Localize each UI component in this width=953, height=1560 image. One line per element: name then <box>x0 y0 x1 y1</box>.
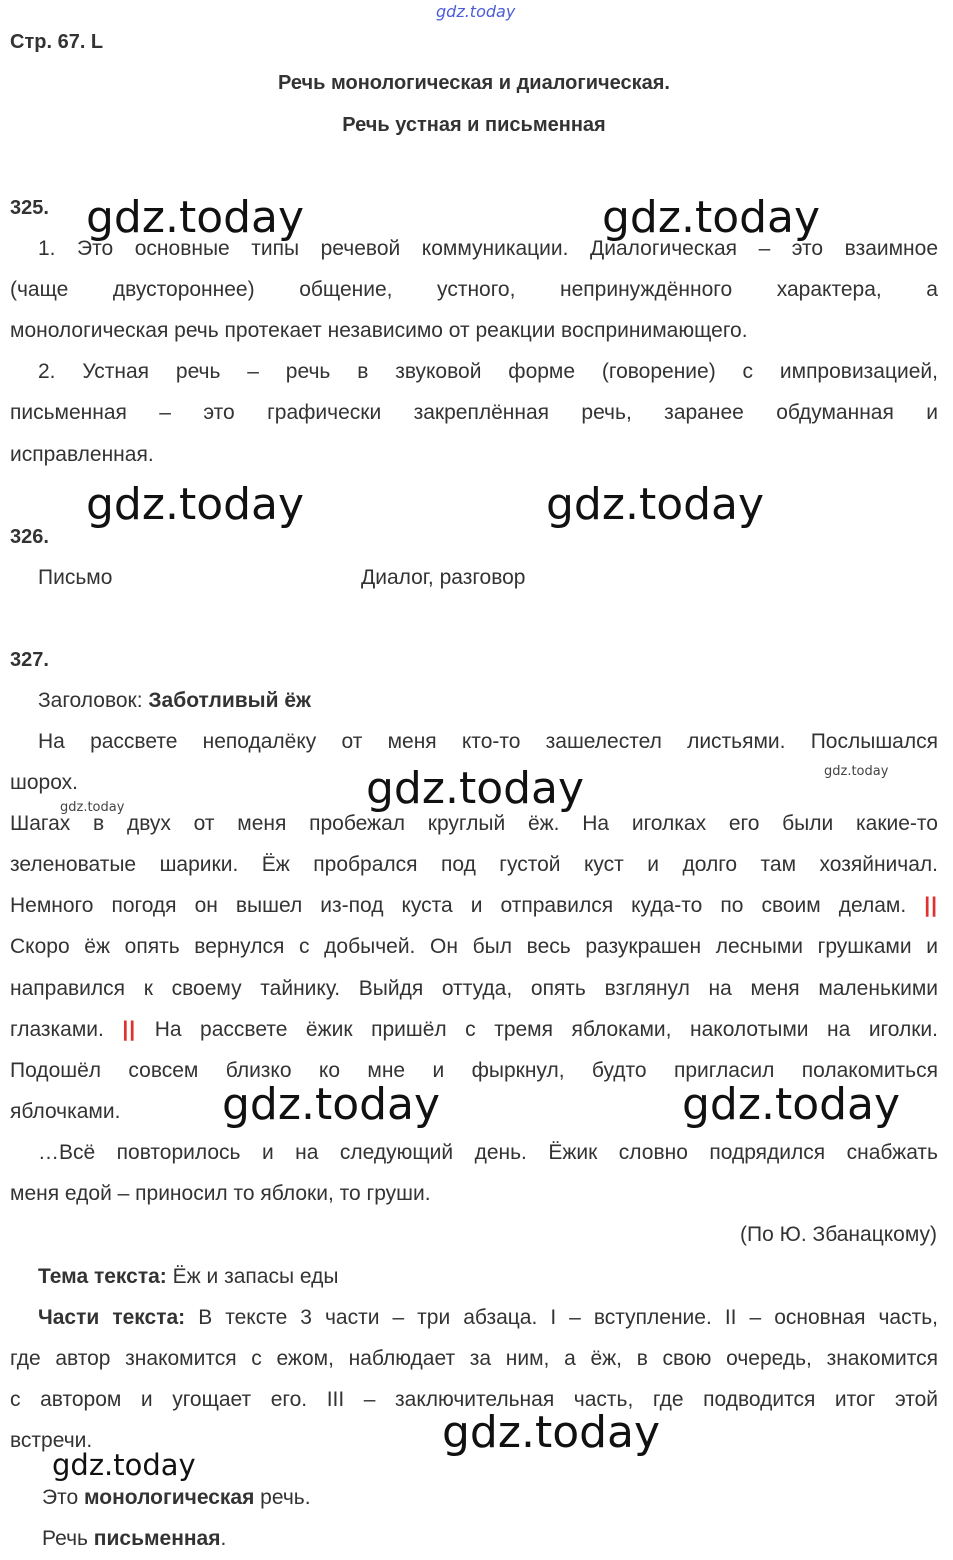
part-separator: || <box>924 894 938 917</box>
text-line: письменная – это графически закреплённая речь, заранее обдуманная и <box>10 401 938 424</box>
answer-right: Диалог, разговор <box>361 566 526 589</box>
text-line: (чаще двустороннее) общение, устного, непринуждённого характера, а <box>10 278 938 301</box>
text-segment: Это <box>42 1486 84 1509</box>
heading-label: Заголовок: <box>38 689 149 712</box>
parts-label: Части текста: <box>38 1306 186 1329</box>
watermark: gdz.today <box>86 192 305 243</box>
text-line: направился к своему тайнику. Выйдя оттуда, опять взглянул на меня маленькими <box>10 977 938 1000</box>
text-segment: На рассвете ёжик пришёл с тремя яблоками, наколотыми на иголки. <box>154 1018 938 1041</box>
watermark: gdz.today <box>86 479 305 530</box>
text-segment: . <box>220 1527 227 1550</box>
text-line: меня едой – приносил то яблоки, то груши. <box>10 1182 431 1205</box>
text-line: монологическая речь протекает независимо от реакции воспринимающего. <box>10 319 748 342</box>
speech-form-value: письменная <box>93 1527 221 1550</box>
theme-value: Ёж и запасы еды <box>166 1265 339 1288</box>
exercise-number-327: 327. <box>10 649 49 671</box>
text-line: с автором и угощает его. III – заключительная часть, где подводится итог этой <box>10 1388 938 1411</box>
theme-label: Тема текста: <box>38 1265 167 1288</box>
page-title: Речь монологическая и диалогическая. <box>278 72 670 94</box>
text-line: 1. Это основные типы речевой коммуникации. Диалогическая – это взаимное <box>38 237 938 260</box>
text-line: где автор знакомится с ежом, наблюдает за ним, а ёж, в свою очередь, знакомится <box>10 1347 938 1370</box>
exercise-number-326: 326. <box>10 526 49 548</box>
text-line: шорох. <box>10 771 78 794</box>
text-line: 2. Устная речь – речь в звуковой форме (говорение) с импровизацией, <box>38 360 938 383</box>
watermark: gdz.today <box>442 1407 661 1458</box>
speech-form-line <box>42 1527 226 1551</box>
parts-line <box>38 1306 938 1330</box>
parts-text: В тексте 3 части – три абзаца. I – вступление. II – основная часть, <box>185 1306 938 1329</box>
text-line: Скоро ёж опять вернулся с добычей. Он был весь разукрашен лесными грушками и <box>10 935 938 958</box>
text-segment: Немного погодя он вышел из-под куста и отправился куда-то по своим делам. <box>10 894 907 917</box>
text-line: Шагах в двух от меня пробежал круглый ёж. На иголках его были какие-то <box>10 812 938 835</box>
heading-value: Заботливый ёж <box>148 689 311 712</box>
watermark: gdz.today <box>366 763 585 814</box>
watermark: gdz.today <box>546 479 765 530</box>
speech-type-line <box>42 1486 311 1510</box>
text-heading-line <box>38 689 311 713</box>
watermark: gdz.today <box>602 192 821 243</box>
theme-line <box>38 1265 338 1289</box>
text-line-with-separator <box>10 894 938 918</box>
text-line: исправленная. <box>10 443 154 466</box>
text-source: (По Ю. Збанацкому) <box>740 1223 937 1246</box>
speech-type-value: монологическая <box>84 1486 255 1509</box>
text-line-with-separator <box>10 1018 938 1042</box>
text-line: Подошёл совсем близко ко мне и фыркнул, будто пригласил полакомиться <box>10 1059 938 1082</box>
watermark-small: gdz.today <box>824 764 889 779</box>
text-line: …Всё повторилось и на следующий день. Ёжик словно подрядился снабжать <box>38 1141 938 1164</box>
text-line: На рассвете неподалёку от меня кто-то зашелестел листьями. Послышался <box>38 730 938 753</box>
watermark: gdz.today <box>682 1079 901 1130</box>
exercise-number-325: 325. <box>10 197 49 219</box>
text-segment: Речь <box>42 1527 94 1550</box>
watermark: gdz.today <box>222 1079 441 1130</box>
text-segment: речь. <box>254 1486 311 1509</box>
text-line: яблочками. <box>10 1100 121 1123</box>
page-reference: Стр. 67. L <box>10 31 104 53</box>
answer-left: Письмо <box>38 566 113 589</box>
text-segment: глазками. <box>10 1018 104 1041</box>
text-line: зеленоватые шарики. Ёж пробрался под густой куст и долго там хозяйничал. <box>10 853 938 876</box>
watermark-small: gdz.today <box>60 800 125 815</box>
page-subtitle: Речь устная и письменная <box>342 114 606 136</box>
text-line: встречи. <box>10 1429 93 1452</box>
watermark: gdz.today <box>52 1448 196 1482</box>
watermark-top: gdz.today <box>436 2 516 21</box>
part-separator: || <box>122 1018 137 1041</box>
